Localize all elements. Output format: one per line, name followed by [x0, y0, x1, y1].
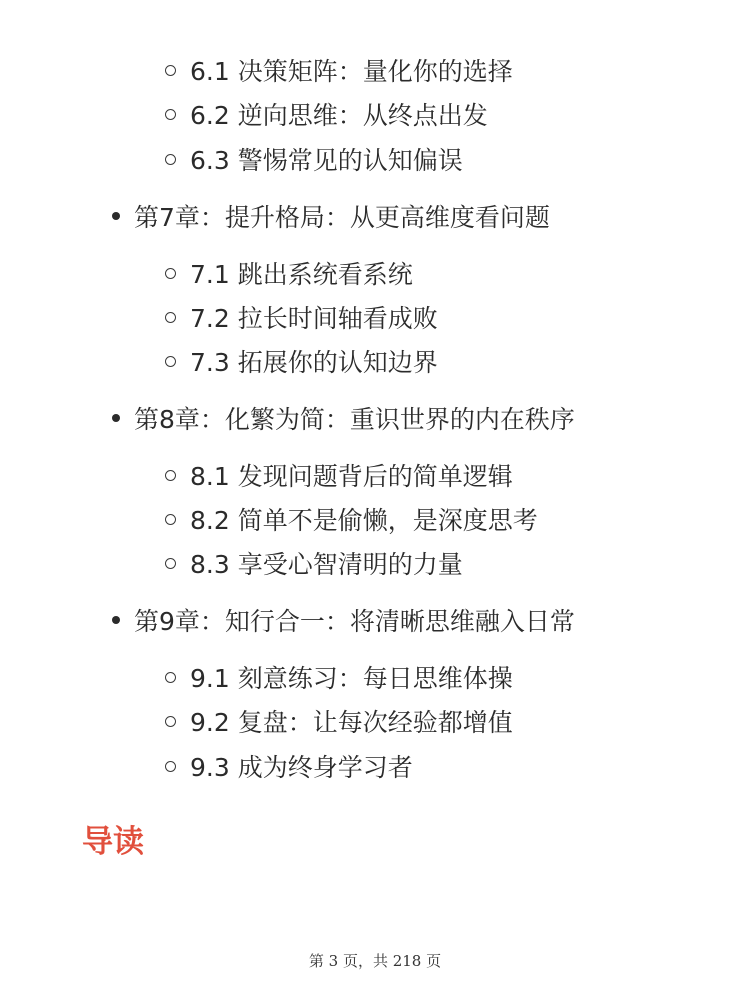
- hollow-bullet-icon: [165, 558, 176, 569]
- toc-subitem-8-2[interactable]: [165, 499, 538, 539]
- toc-subitem-label: 6.1 决策矩阵：量化你的选择: [190, 57, 513, 86]
- toc-chapter-label: 第9章：知行合一：将清晰思维融入日常: [134, 607, 575, 636]
- toc-subitem-9-3[interactable]: [165, 746, 413, 786]
- section-heading-daodu: 导读: [82, 824, 144, 860]
- toc-subitem-9-1[interactable]: [165, 657, 513, 697]
- toc-subitem-7-3[interactable]: [165, 341, 438, 381]
- toc-subitem-label: 7.3 拓展你的认知边界: [190, 348, 438, 377]
- toc-subitem-label: 6.3 警惕常见的认知偏误: [190, 146, 463, 175]
- toc-subitem-8-3[interactable]: [165, 543, 463, 583]
- hollow-bullet-icon: [165, 154, 176, 165]
- hollow-bullet-icon: [165, 312, 176, 323]
- hollow-bullet-icon: [165, 268, 176, 279]
- page-number-footer: 第 3 页，共 218 页: [308, 952, 442, 970]
- toc-chapter-7[interactable]: [112, 196, 550, 236]
- toc-subitem-label: 9.1 刻意练习：每日思维体操: [190, 664, 513, 693]
- toc-subitem-label: 9.2 复盘：让每次经验都增值: [190, 708, 513, 737]
- filled-bullet-icon: [112, 414, 120, 422]
- hollow-bullet-icon: [165, 356, 176, 367]
- toc-subitem-label: 9.3 成为终身学习者: [190, 753, 413, 782]
- toc-subitem-6-3[interactable]: [165, 139, 463, 179]
- filled-bullet-icon: [112, 212, 120, 220]
- toc-subitem-label: 8.2 简单不是偷懒，是深度思考: [190, 506, 538, 535]
- toc-subitem-6-1[interactable]: [165, 50, 513, 90]
- hollow-bullet-icon: [165, 514, 176, 525]
- toc-chapter-8[interactable]: [112, 398, 575, 438]
- toc-subitem-7-1[interactable]: [165, 253, 413, 293]
- toc-subitem-6-2[interactable]: [165, 94, 488, 134]
- toc-subitem-9-2[interactable]: [165, 701, 513, 741]
- toc-subitem-label: 7.2 拉长时间轴看成败: [190, 304, 438, 333]
- hollow-bullet-icon: [165, 716, 176, 727]
- toc-chapter-9[interactable]: [112, 600, 575, 640]
- filled-bullet-icon: [112, 616, 120, 624]
- toc-subitem-8-1[interactable]: [165, 455, 513, 495]
- toc-subitem-label: 7.1 跳出系统看系统: [190, 260, 413, 289]
- toc-chapter-label: 第7章：提升格局：从更高维度看问题: [134, 203, 550, 232]
- toc-subitem-label: 8.1 发现问题背后的简单逻辑: [190, 462, 513, 491]
- toc-chapter-label: 第8章：化繁为简：重识世界的内在秩序: [134, 405, 575, 434]
- toc-subitem-7-2[interactable]: [165, 297, 438, 337]
- toc-subitem-label: 8.3 享受心智清明的力量: [190, 550, 463, 579]
- hollow-bullet-icon: [165, 65, 176, 76]
- toc-subitem-label: 6.2 逆向思维：从终点出发: [190, 101, 488, 130]
- hollow-bullet-icon: [165, 672, 176, 683]
- hollow-bullet-icon: [165, 761, 176, 772]
- hollow-bullet-icon: [165, 109, 176, 120]
- hollow-bullet-icon: [165, 470, 176, 481]
